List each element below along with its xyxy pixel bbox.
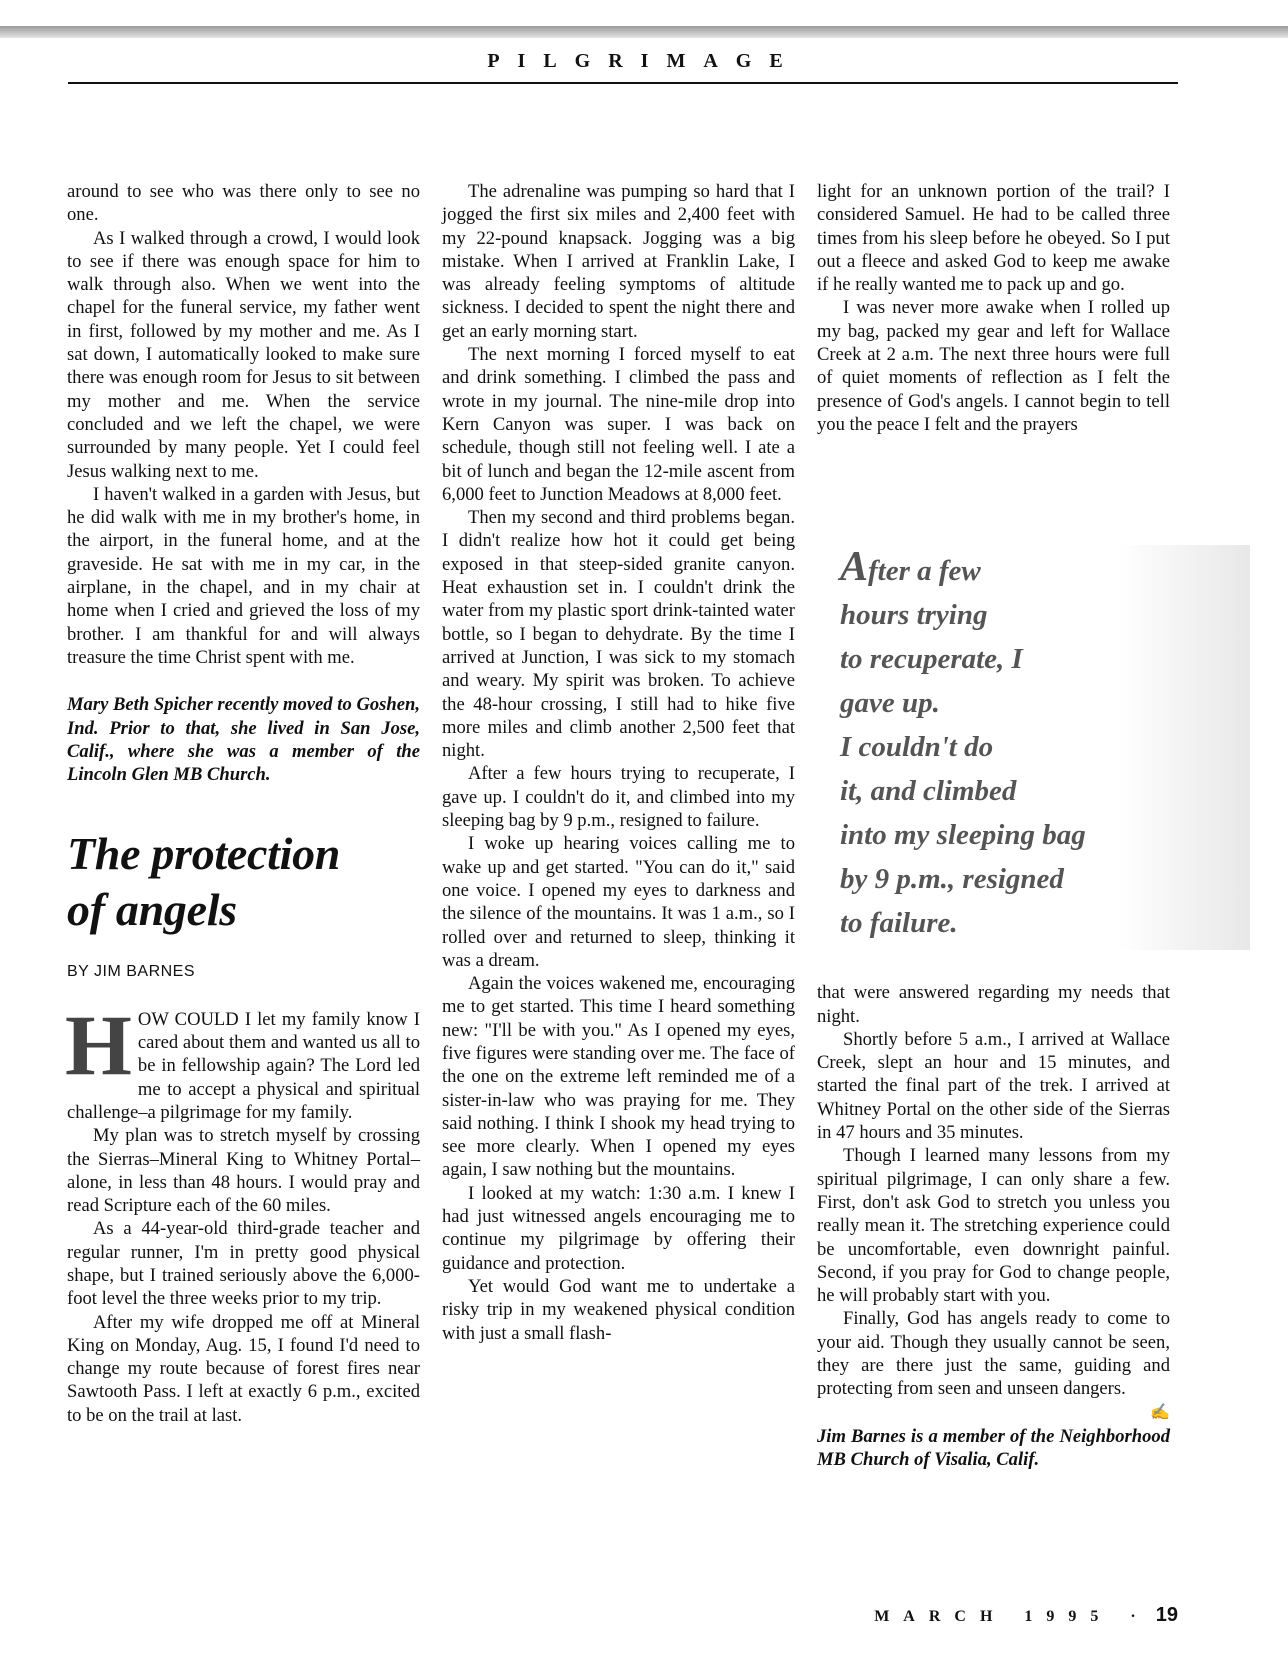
- article-title: [67, 826, 420, 938]
- paragraph: As I walked through a crowd, I would look to see if there was enough space for him to walk through also. When we went into the chapel for the funeral service, my father went in first, followed by my mother and me. As I sat down, I automatically looked to make sure there was enough room for Jesus to sit between my mother and me. When the service concluded and we left the chapel, we were surrounded by many people. Yet I could feel Jesus walking next to me.: [67, 227, 420, 482]
- title-line-2: of angels: [67, 884, 237, 936]
- paragraph: The next morning I forced myself to eat and drink something. I climbed the pass and wrote in my journal. The nine-mile drop into Kern Canyon was super. I was back on schedule, though still not feeling well. I ate a bit of lunch and began the 12-mile ascent from 6,000 feet to Junction Meadows at 8,000 feet.: [442, 344, 795, 505]
- pull-quote-line: to failure.: [840, 907, 958, 939]
- issue-date: MARCH 1995 ·: [874, 1608, 1150, 1625]
- pull-quote-line: I couldn't do: [840, 731, 994, 763]
- end-mark-icon: ✍: [1150, 1403, 1170, 1421]
- running-head: PILGRIMAGE: [487, 50, 801, 72]
- paragraph: Then my second and third problems began. I didn't realize how hot it could get being exposed in that steep-sided granite canyon. Heat exhaustion set in. I couldn't drink the water from my plastic sport drink-tainted water bottle, so I began to dehydrate. By the time I arrived at Junction, I was sick to my stomach and weary. My spirit was broken. To achieve the 48-hour crossing, I still had to hike five more miles and climb another 2,500 feet that night.: [442, 507, 795, 762]
- page-footer: [0, 1604, 1178, 1627]
- title-line-1: The protection: [67, 828, 341, 880]
- author-bio: Mary Beth Spicher recently moved to Goshen, Ind. Prior to that, she lived in San Jose, Calif., where she was a member of the Lincoln Glen MB Church.: [67, 694, 420, 786]
- pull-quote: [810, 545, 1250, 950]
- paragraph: I haven't walked in a garden with Jesus, but he did walk with me in my brother's home, in the airport, in the funeral home, and at the graveside. He sat with me in my car, in the airplane, in the chapel, and in my chair at home when I cried and grieved the loss of my brother. I am thankful for and will always treasure the time Christ spent with me.: [67, 483, 420, 668]
- lead-caps: OW COULD I: [137, 1008, 252, 1030]
- paragraph: I looked at my watch: 1:30 a.m. I knew I had just witnessed angels encouraging me to continue my pilgrimage by offering their guidance and protection.: [442, 1182, 795, 1274]
- paragraph: Shortly before 5 a.m., I arrived at Wallace Creek, slept an hour and 15 minutes, and started the final part of the trek. I arrived at Whitney Portal on the other side of the Sierras in 47 hours and 35 minutes.: [817, 1028, 1170, 1144]
- paragraph: My plan was to stretch myself by crossing the Sierras–Mineral King to Whitney Portal–alone, in less than 48 hours. I would pray and read Scripture each of the 60 miles.: [67, 1125, 420, 1217]
- paragraph: [817, 1307, 1170, 1421]
- paragraph: I was never more awake when I rolled up my bag, packed my gear and left for Wallace Creek at 2 a.m. The next three hours were full of quiet moments of reflection as I felt the presence of God's angels. I cannot begin to tell you the peace I felt and the prayers: [817, 297, 1170, 435]
- pull-quote-line: gave up.: [840, 687, 940, 719]
- paragraph: light for an unknown portion of the trail? I considered Samuel. He had to be called three times from his sleep before he obeyed. So I put out a fleece and asked God to keep me awake if he really wanted me to pack up and go.: [817, 181, 1170, 296]
- paragraph: around to see who was there only to see no one.: [67, 181, 420, 226]
- pull-quote-line: it, and climbed: [840, 775, 1017, 807]
- lead-text: let my family know I cared about them and wanted us all to be in fellowship again? The Lord led me to accept a physical and spiritual challenge–a pilgrimage for my family.: [67, 1008, 420, 1123]
- author-bio: Jim Barnes is a member of the Neighborhood MB Church of Visalia, Calif.: [817, 1425, 1170, 1470]
- paragraph: After a few hours trying to recuperate, I gave up. I couldn't do it, and climbed into my sleeping bag by 9 p.m., resigned to failure.: [442, 763, 795, 832]
- byline: BY JIM BARNES: [67, 963, 196, 981]
- column-2: [442, 180, 795, 1345]
- pull-quote-line: After a few: [840, 544, 981, 590]
- pull-quote-line: hours trying: [840, 599, 988, 631]
- paragraph: As a 44-year-old third-grade teacher and regular runner, I'm in pretty good physical shape, but I trained seriously above the 6,000-foot level the three weeks prior to my trip.: [67, 1218, 420, 1310]
- pull-quote-line: by 9 p.m., resigned: [840, 863, 1064, 895]
- pull-quote-line: to recuperate, I: [840, 643, 1023, 675]
- drop-cap: H: [65, 996, 132, 1093]
- paragraph: Again the voices wakened me, encouraging me to get started. This time I heard something new: "I'll be with you." As I opened my eyes, five figures were standing over me. The face of the one on the extreme left reminded me of a sister-in-law who was praying for me. They said nothing. I think I shook my head trying to see more clearly. When I opened my eyes again, I saw nothing but the mountains.: [442, 973, 795, 1181]
- pull-quote-line: into my sleeping bag: [840, 819, 1086, 851]
- paragraph-text: Finally, God has angels ready to come to your aid. Though they usually cannot be seen, they are there just the same, guiding and protecting from seen and unseen dangers.: [817, 1308, 1170, 1400]
- top-border-bar: [0, 26, 1288, 38]
- header-rule: [68, 82, 1178, 84]
- paragraph: Though I learned many lessons from my spiritual pilgrimage, I can only share a few. First, don't ask God to stretch you unless you really mean it. The stretching experience could be uncomfortable, even downright painful. Second, if you pray for God to change people, he will probably start with you.: [817, 1145, 1170, 1307]
- column-1: [67, 180, 420, 1427]
- paragraph: that were answered regarding my needs that night.: [817, 982, 1170, 1027]
- paragraph: After my wife dropped me off at Mineral King on Monday, Aug. 15, I found I'd need to change my route because of forest fires near Sawtooth Pass. I left at exactly 6 p.m., excited to be on the trail at last.: [67, 1311, 420, 1426]
- paragraph: I woke up hearing voices calling me to wake up and get started. "You can do it," said one voice. I opened my eyes to darkness and the silence of the mountains. It was 1 a.m., so I rolled over and returned to sleep, thinking it was a dream.: [442, 833, 795, 971]
- lead-paragraph: [65, 996, 420, 1124]
- page-number: 19: [1155, 1604, 1178, 1626]
- pull-quote-initial: A: [840, 544, 869, 590]
- paragraph: The adrenaline was pumping so hard that I jogged the first six miles and 2,400 feet with my 22-pound knapsack. Jogging was a big mistake. When I arrived at Franklin Lake, I was already feeling symptoms of altitude sickness. I decided to spent the night there and get an early morning start.: [442, 181, 795, 342]
- paragraph: Yet would God want me to undertake a risky trip in my weakened physical condition with just a small flash-: [442, 1275, 795, 1344]
